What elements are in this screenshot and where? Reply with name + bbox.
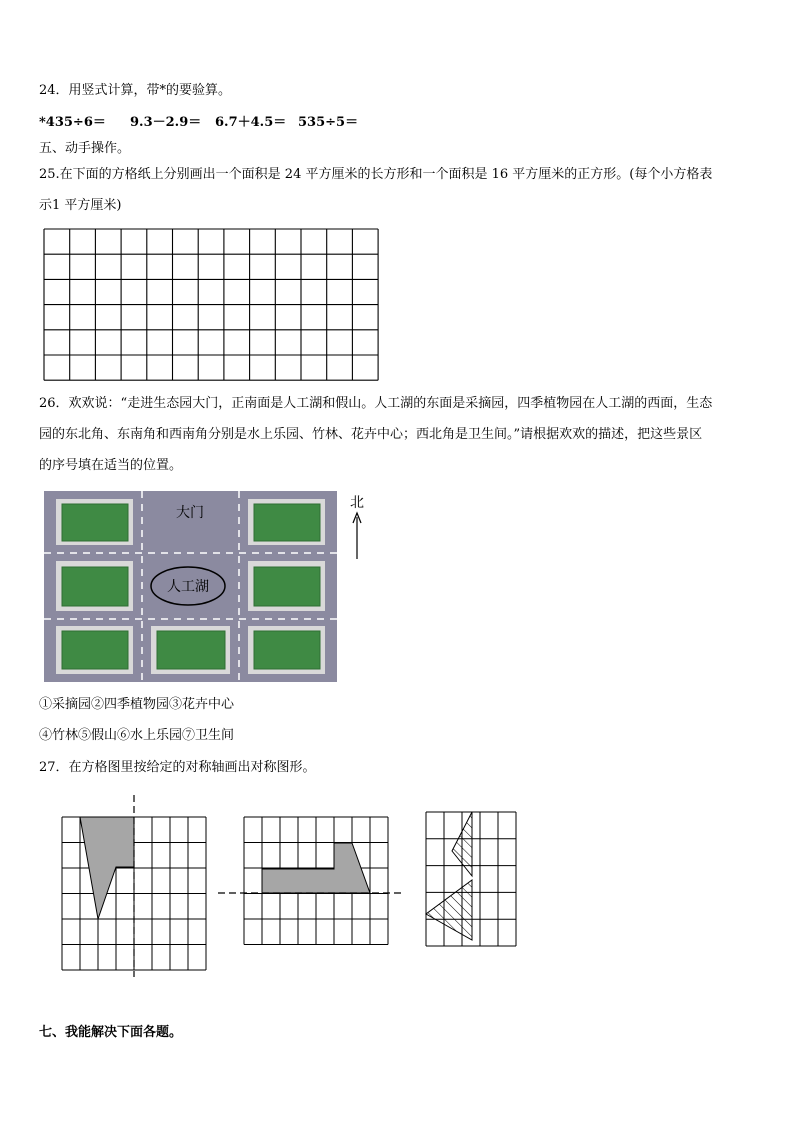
q25-grid-paper [43, 228, 379, 383]
gate-label: 大门 [176, 505, 204, 521]
section-5-heading: 五、动手操作。 [39, 141, 131, 156]
q27-grid-1 [62, 795, 207, 980]
q27-grid-3 [426, 812, 518, 948]
calc-item-4: 535÷5＝ [298, 115, 359, 130]
calc-item-2: 9.3－2.9＝ [130, 115, 202, 130]
north-label: 北 [350, 495, 364, 511]
q25-line1: 25.在下面的方格纸上分别画出一个面积是 24 平方厘米的长方形和一个面积是 16 平方厘米的正方形。(每个小方格表 [39, 167, 713, 182]
plot-northwest [56, 499, 133, 545]
lake-label: 人工湖 [167, 579, 209, 595]
north-arrow [348, 493, 368, 563]
plot-northeast [248, 499, 325, 545]
plot-south [151, 626, 230, 674]
q26-line1: 26．欢欢说：“走进生态园大门，正南面是人工湖和假山。人工湖的东面是采摘园，四季植物园在人工湖的西面，生态 [39, 396, 713, 411]
eco-park-map [44, 491, 337, 682]
q26-line2: 园的东北角、东南角和西南角分别是水上乐园、竹林、花卉中心；西北角是卫生间。”请根据欢欢的描述，把这些景区 [39, 427, 703, 442]
plot-east [248, 561, 325, 611]
q25-line2: 示1 平方厘米) [39, 198, 122, 213]
q27-hatched-triangle-lower [426, 880, 472, 940]
calc-item-1: *435÷6＝ [39, 115, 106, 130]
plot-southwest [56, 626, 133, 674]
plot-west [56, 561, 133, 611]
section-7-heading: 七、我能解决下面各题。 [39, 1025, 183, 1040]
q26-line3: 的序号填在适当的位置。 [39, 458, 183, 473]
q26-legend-line1: ①采摘园②四季植物园③花卉中心 [39, 697, 235, 712]
q24-calc-row [39, 114, 358, 132]
calc-item-3: 6.7＋4.5＝ [215, 115, 287, 130]
q26-legend-line2: ④竹林⑤假山⑥水上乐园⑦卫生间 [39, 728, 235, 743]
q27-title: 27．在方格图里按给定的对称轴画出对称图形。 [39, 760, 316, 775]
q24-title: 24．用竖式计算，带*的要验算。 [39, 83, 232, 98]
plot-southeast [248, 626, 325, 674]
q27-grid-2 [218, 815, 404, 947]
